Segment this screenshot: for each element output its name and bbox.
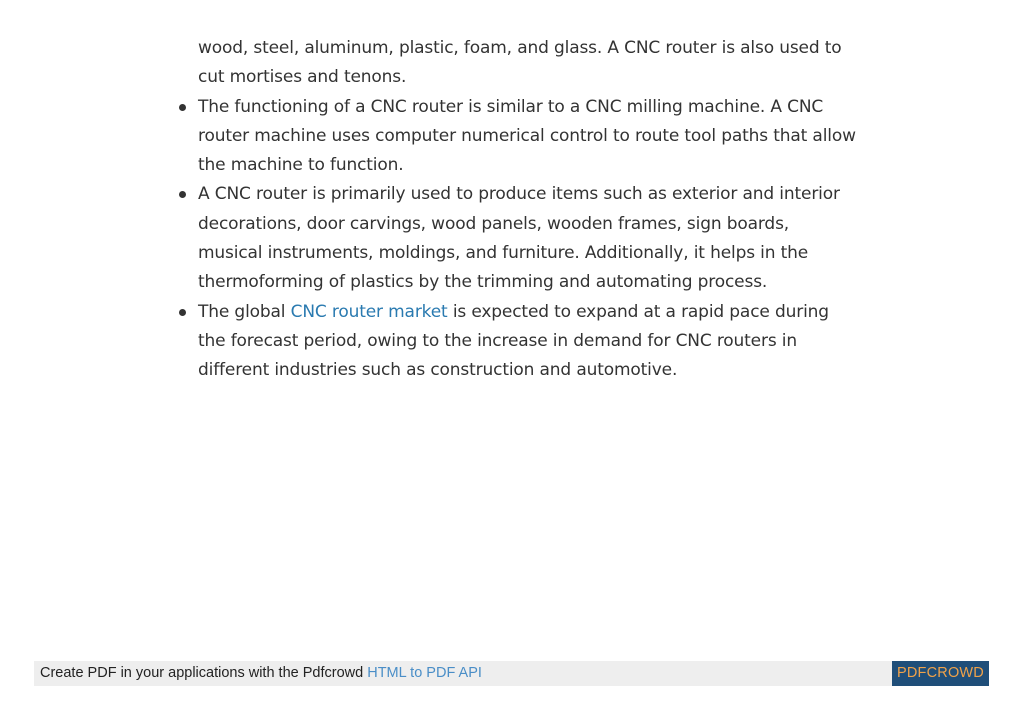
list-item [198,180,858,297]
cnc-router-market-link[interactable]: CNC router market [290,301,448,322]
list-item [198,93,858,181]
bullet-icon [179,104,186,111]
list-item [198,298,858,386]
article-body [198,34,858,386]
pdfcrowd-footer [34,661,892,686]
bullet-text: The functioning of a CNC router is similar to a CNC milling machine. A CNC router machine uses computer numerical control to route tool paths that allow the machine to function. [198,96,856,176]
pdfcrowd-badge[interactable]: PDFCROWD [892,661,989,686]
bullet-text: A CNC router is primarily used to produce items such as exterior and interior decorations, door carvings, wood panels, wooden frames, sign boards, musical instruments, moldings, and furniture. Additionally, it helps in the thermoforming of plastics by the trimming and automating process. [198,184,840,293]
continuation-paragraph: wood, steel, aluminum, plastic, foam, and glass. A CNC router is also used to cut mortises and tenons. [198,38,842,88]
bullet-icon [179,191,186,198]
bullet-icon [179,309,186,316]
footer-text: Create PDF in your applications with the Pdfcrowd [40,665,368,681]
bullet-text-before: The global [198,301,291,322]
bullet-text-after: is expected to expand at a rapid pace during the forecast period, owing to the increase in demand for CNC routers in different industries such as construction and automotive. [198,301,829,381]
html-to-pdf-api-link[interactable]: HTML to PDF API [367,665,482,681]
bullet-list [198,93,858,386]
